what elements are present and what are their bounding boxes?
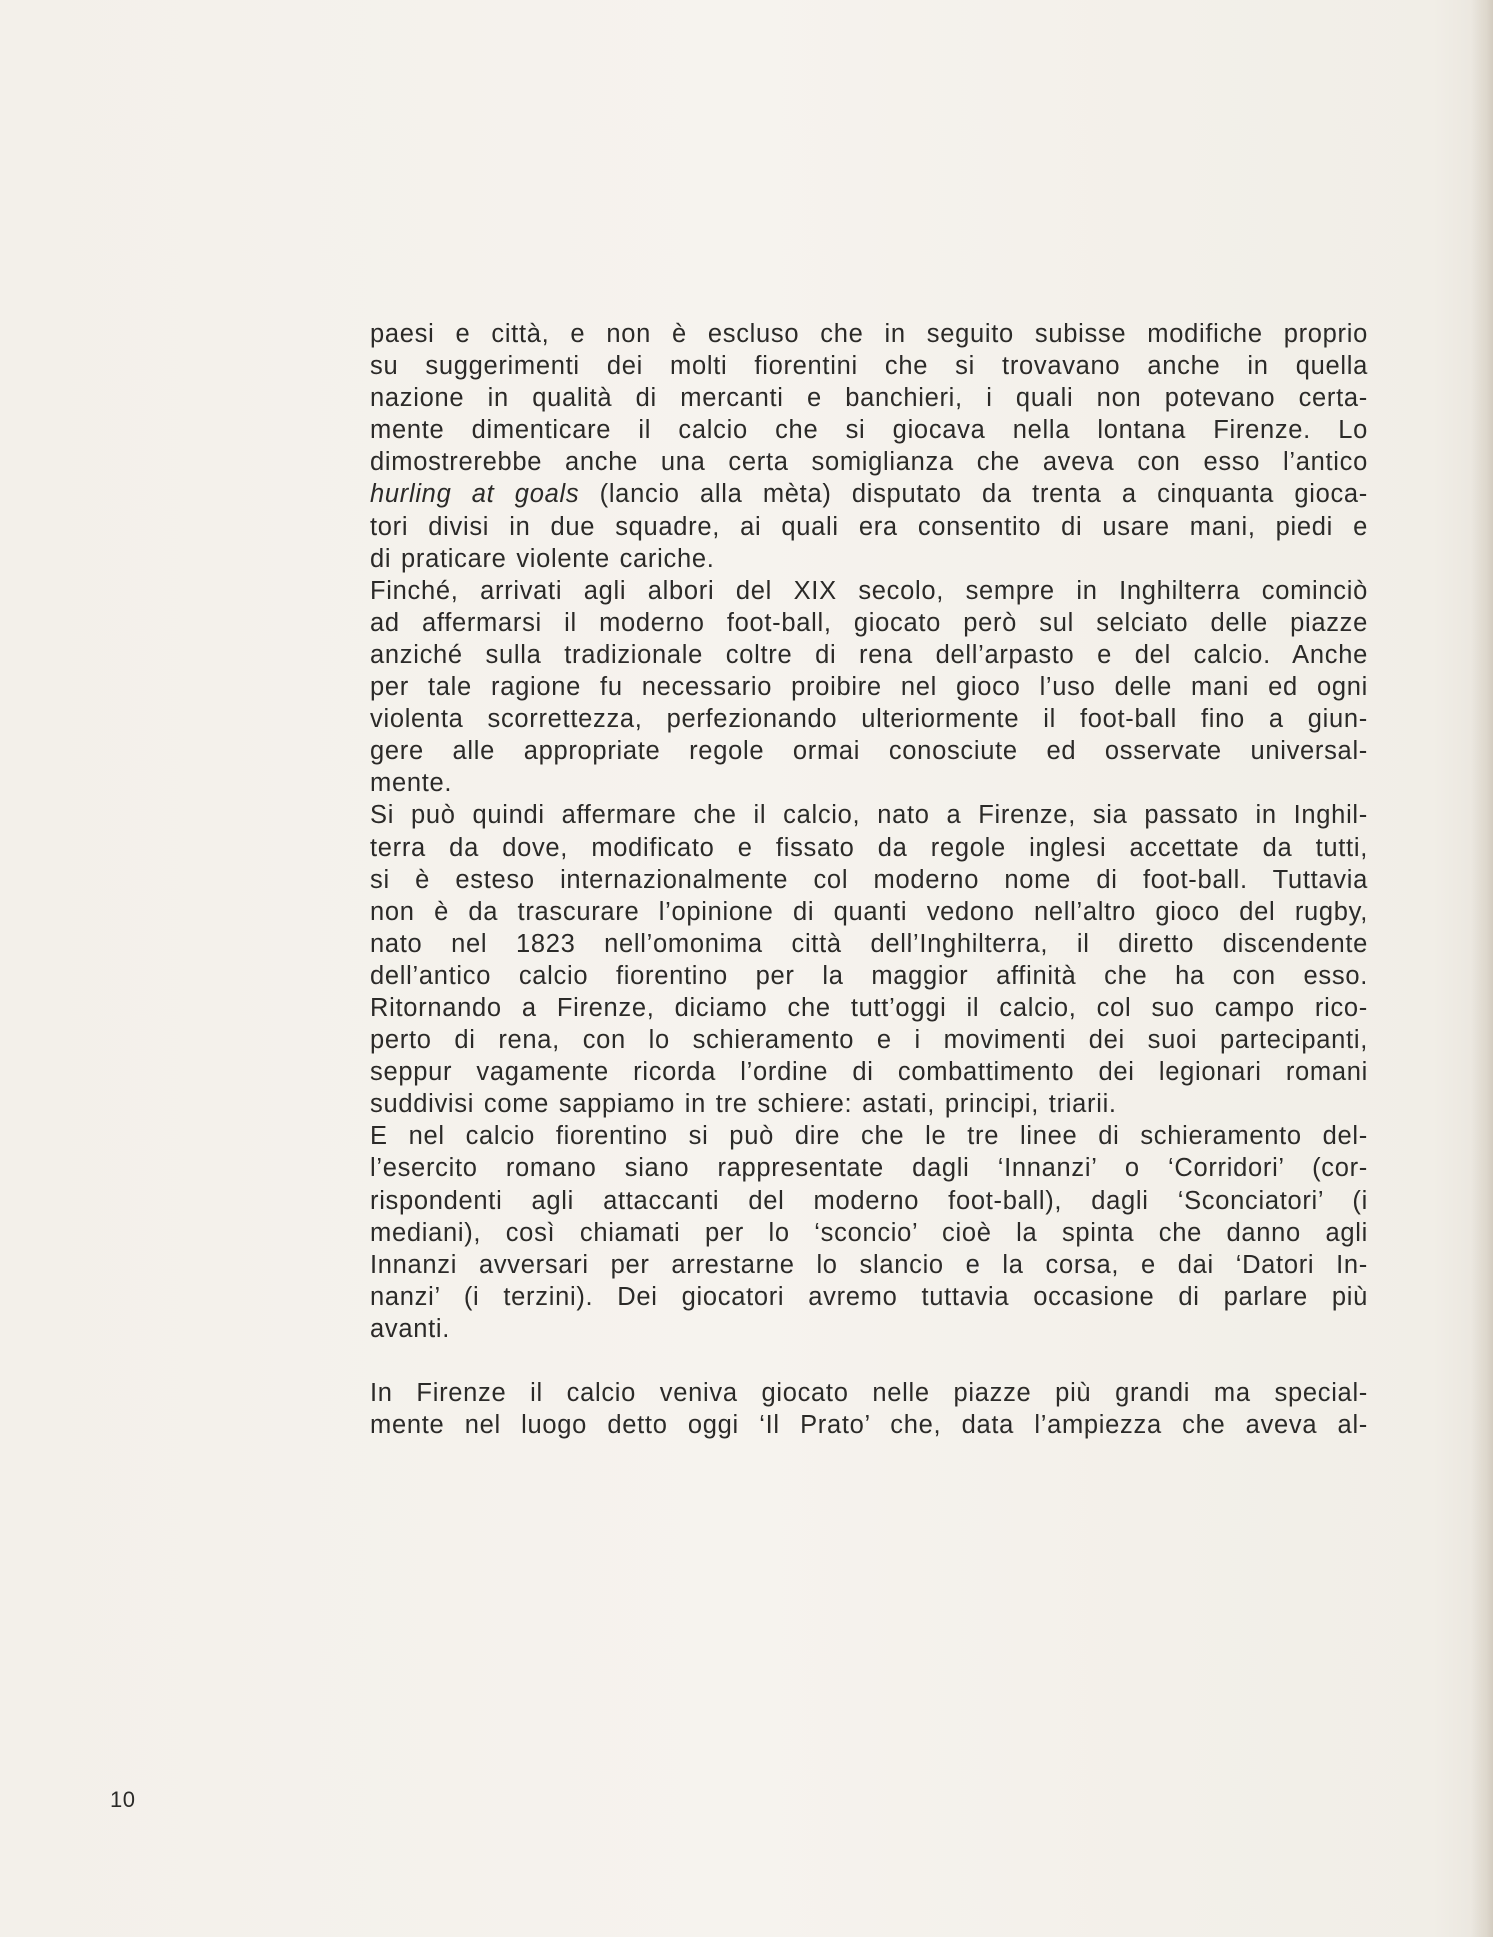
paragraph — [370, 1377, 1368, 1441]
text-line: seppur vagamente ricorda l’ordine di combattimento dei legionari romani — [370, 1058, 1368, 1087]
text-line: non è da trascurare l’opinione di quanti vedono nell’altro gioco del rugby, — [370, 897, 1368, 926]
text-line: violenta scorrettezza, perfezionando ulteriormente il foot-ball fino a giun- — [370, 705, 1368, 734]
page-edge-shadow — [1471, 0, 1493, 1937]
text-line: di praticare violente cariche. — [370, 544, 715, 573]
text-line — [370, 478, 1368, 510]
text-line: si è esteso internazionalmente col moderno nome di foot-ball. Tuttavia — [370, 865, 1368, 894]
text-line: dell’antico calcio fiorentino per la maggior affinità che ha con esso. — [370, 961, 1368, 990]
text-line: ad affermarsi il moderno foot-ball, giocato però sul selciato delle piazze — [370, 608, 1368, 637]
paragraph-gap — [370, 1345, 1368, 1377]
text-line: su suggerimenti dei molti fiorentini che si trovavano anche in quella — [370, 352, 1368, 381]
text-line: nanzi’ (i terzini). Dei giocatori avremo tuttavia occasione di parlare più — [370, 1282, 1368, 1311]
text-line: avanti. — [370, 1314, 451, 1343]
text-line: suddivisi come sappiamo in tre schiere: astati, principi, triarii. — [370, 1090, 1117, 1119]
text-line: dimostrerebbe anche una certa somiglianza che aveva con esso l’antico — [370, 448, 1368, 477]
text-line: mente dimenticare il calcio che si giocava nella lontana Firenze. Lo — [370, 416, 1368, 445]
text-line: anziché sulla tradizionale coltre di rena dell’arpasto e del calcio. Anche — [370, 640, 1368, 669]
text-line: nazione in qualità di mercanti e banchieri, i quali non potevano certa- — [370, 384, 1368, 413]
text-line: terra da dove, modificato e fissato da regole inglesi accettate da tutti, — [370, 833, 1368, 862]
text-line: mediani), così chiamati per lo ‘sconcio’ cioè la spinta che danno agli — [370, 1218, 1368, 1247]
text-line: Innanzi avversari per arrestarne lo slancio e la corsa, e dai ‘Datori In- — [370, 1250, 1368, 1279]
body-text — [370, 318, 1368, 1441]
text-line: E nel calcio fiorentino si può dire che le tre linee di schieramento del- — [370, 1122, 1368, 1151]
paragraph — [370, 318, 1368, 575]
text-line: tori divisi in due squadre, ai quali era consentito di usare mani, piedi e — [370, 512, 1368, 541]
text-line: rispondenti agli attaccanti del moderno foot-ball), dagli ‘Sconciatori’ (i — [370, 1186, 1368, 1215]
text-line: In Firenze il calcio veniva giocato nelle piazze più grandi ma special- — [370, 1379, 1368, 1407]
paragraph — [370, 799, 1368, 1120]
paragraph — [370, 575, 1368, 800]
text-line: Ritornando a Firenze, diciamo che tutt’oggi il calcio, col suo campo rico- — [370, 993, 1368, 1022]
text-line: gere alle appropriate regole ormai conosciute ed osservate universal- — [370, 737, 1368, 766]
text-line: Finché, arrivati agli albori del XIX secolo, sempre in Inghilterra cominciò — [370, 576, 1368, 605]
text-line: mente nel luogo detto oggi ‘Il Prato’ che, data l’ampiezza che aveva al- — [370, 1411, 1368, 1440]
text-line: perto di rena, con lo schieramento e i movimenti dei suoi partecipanti, — [370, 1026, 1368, 1055]
italic-phrase: hurling at goals — [370, 480, 580, 509]
text-line: paesi e città, e non è escluso che in seguito subisse modifiche proprio — [370, 320, 1368, 348]
page-number: 10 — [110, 1787, 136, 1812]
text-line: l’esercito romano siano rappresentate dagli ‘Innanzi’ o ‘Corridori’ (cor- — [370, 1154, 1368, 1183]
paragraph — [370, 1120, 1368, 1345]
text-line: Si può quindi affermare che il calcio, nato a Firenze, sia passato in Inghil- — [370, 801, 1368, 830]
text-line: nato nel 1823 nell’omonima città dell’Inghilterra, il diretto discendente — [370, 929, 1368, 958]
text-line: per tale ragione fu necessario proibire nel gioco l’uso delle mani ed ogni — [370, 673, 1368, 702]
text-line: mente. — [370, 769, 453, 798]
text-line-rest: (lancio alla mèta) disputato da trenta a cinquanta gioca- — [579, 480, 1368, 509]
